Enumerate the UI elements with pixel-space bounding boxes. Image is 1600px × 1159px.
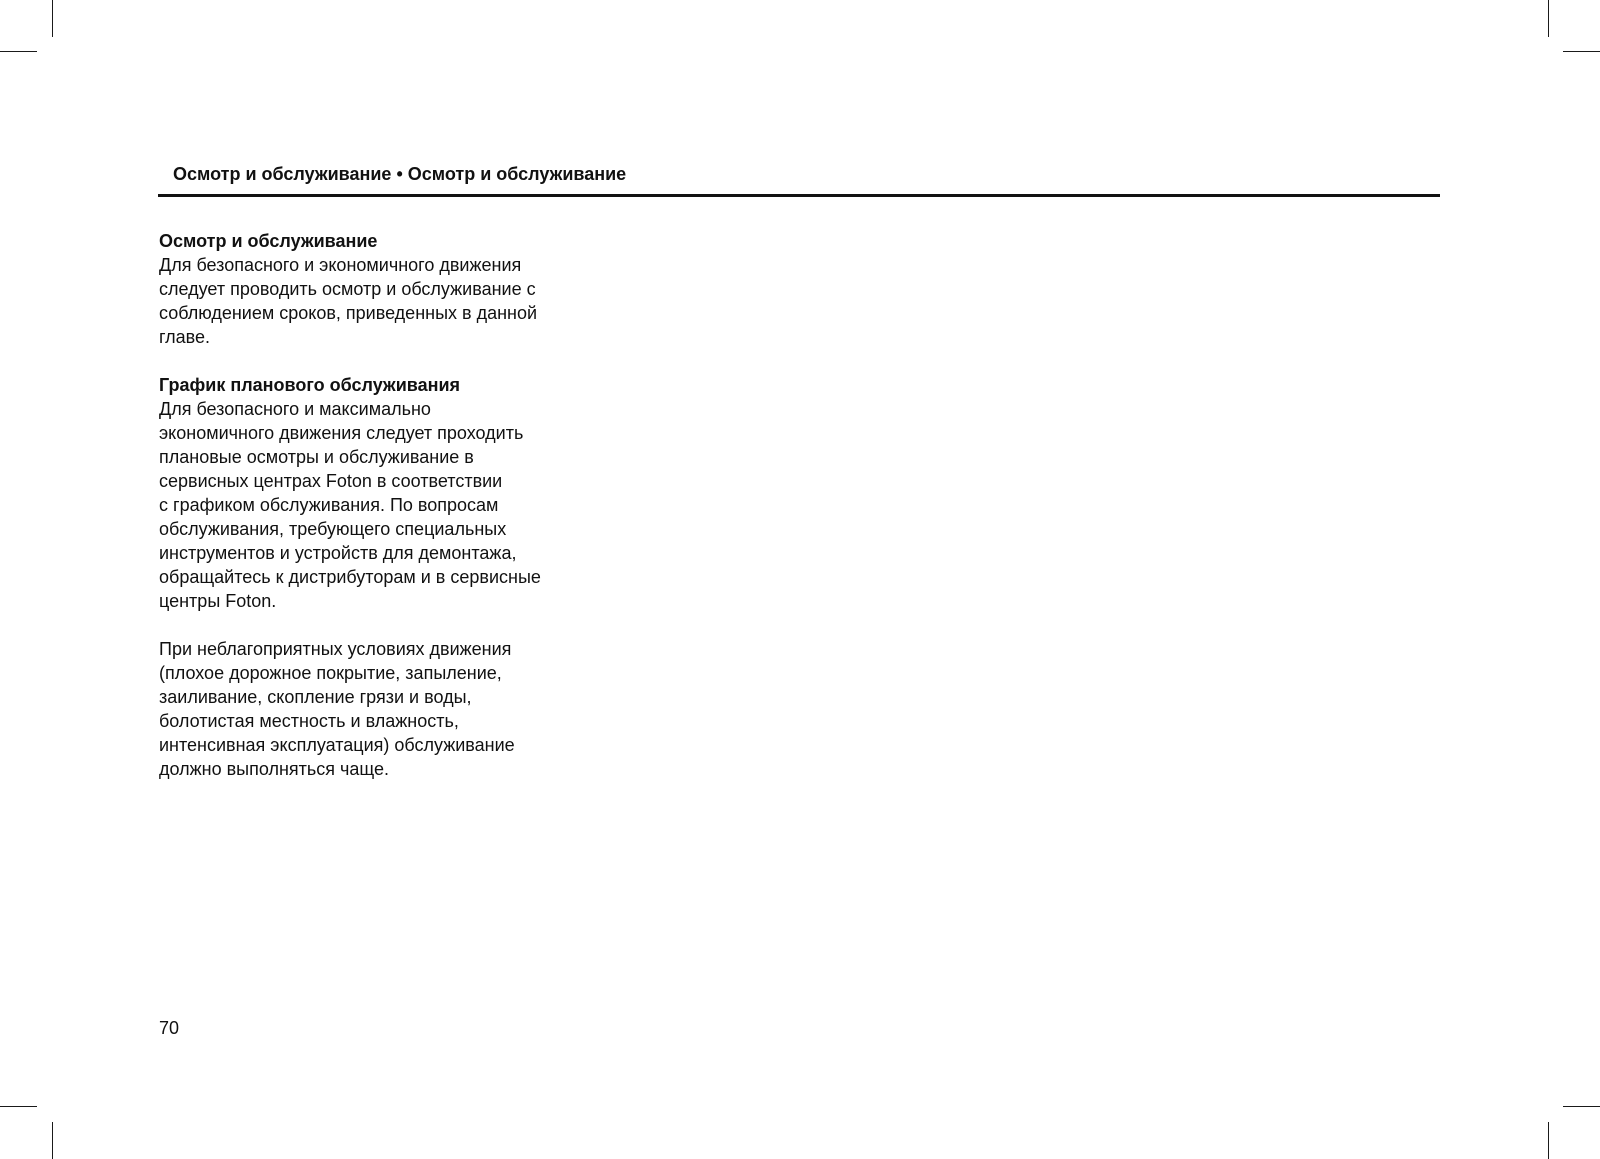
section-adverse-conditions	[159, 637, 579, 781]
crop-mark-top-right-horizontal	[1563, 51, 1600, 52]
crop-mark-bottom-right-vertical	[1548, 1122, 1549, 1159]
crop-mark-bottom-left-vertical	[52, 1122, 53, 1159]
text-line: плановые осмотры и обслуживание в	[159, 447, 474, 467]
section-body	[159, 637, 579, 781]
text-line: Для безопасного и экономичного движения	[159, 255, 522, 275]
section-body	[159, 397, 579, 613]
text-line: следует проводить осмотр и обслуживание с	[159, 279, 536, 299]
section-schedule	[159, 373, 579, 613]
text-line: обращайтесь к дистрибуторам и в сервисные	[159, 567, 541, 587]
text-line: Для безопасного и максимально	[159, 399, 431, 419]
text-line: инструментов и устройств для демонтажа,	[159, 543, 517, 563]
text-column	[159, 229, 579, 805]
header-rule	[158, 194, 1440, 197]
page-number: 70	[159, 1018, 180, 1038]
section-heading: График планового обслуживания	[159, 375, 461, 395]
text-line: заиливание, скопление грязи и воды,	[159, 687, 472, 707]
text-line: При неблагоприятных условиях движения	[159, 639, 512, 659]
text-line: центры Foton.	[159, 591, 277, 611]
crop-mark-top-left-horizontal	[0, 51, 37, 52]
crop-mark-bottom-left-horizontal	[0, 1106, 37, 1107]
text-line: сервисных центрах Foton в соответствии	[159, 471, 503, 491]
text-line: соблюдением сроков, приведенных в данной	[159, 303, 538, 323]
text-line: болотистая местность и влажность,	[159, 711, 459, 731]
text-line: главе.	[159, 327, 211, 347]
text-line: с графиком обслуживания. По вопросам	[159, 495, 499, 515]
text-line: экономичного движения следует проходить	[159, 423, 524, 443]
running-header: Осмотр и обслуживание • Осмотр и обслуживание	[173, 164, 627, 184]
text-line: должно выполняться чаще.	[159, 759, 390, 779]
section-heading: Осмотр и обслуживание	[159, 231, 378, 251]
text-line: интенсивная эксплуатация) обслуживание	[159, 735, 515, 755]
section-body	[159, 253, 579, 349]
crop-mark-top-left-vertical	[52, 0, 53, 37]
text-line: (плохое дорожное покрытие, запыление,	[159, 663, 502, 683]
crop-mark-top-right-vertical	[1548, 0, 1549, 37]
section-inspection	[159, 229, 579, 349]
text-line: обслуживания, требующего специальных	[159, 519, 507, 539]
crop-mark-bottom-right-horizontal	[1563, 1106, 1600, 1107]
